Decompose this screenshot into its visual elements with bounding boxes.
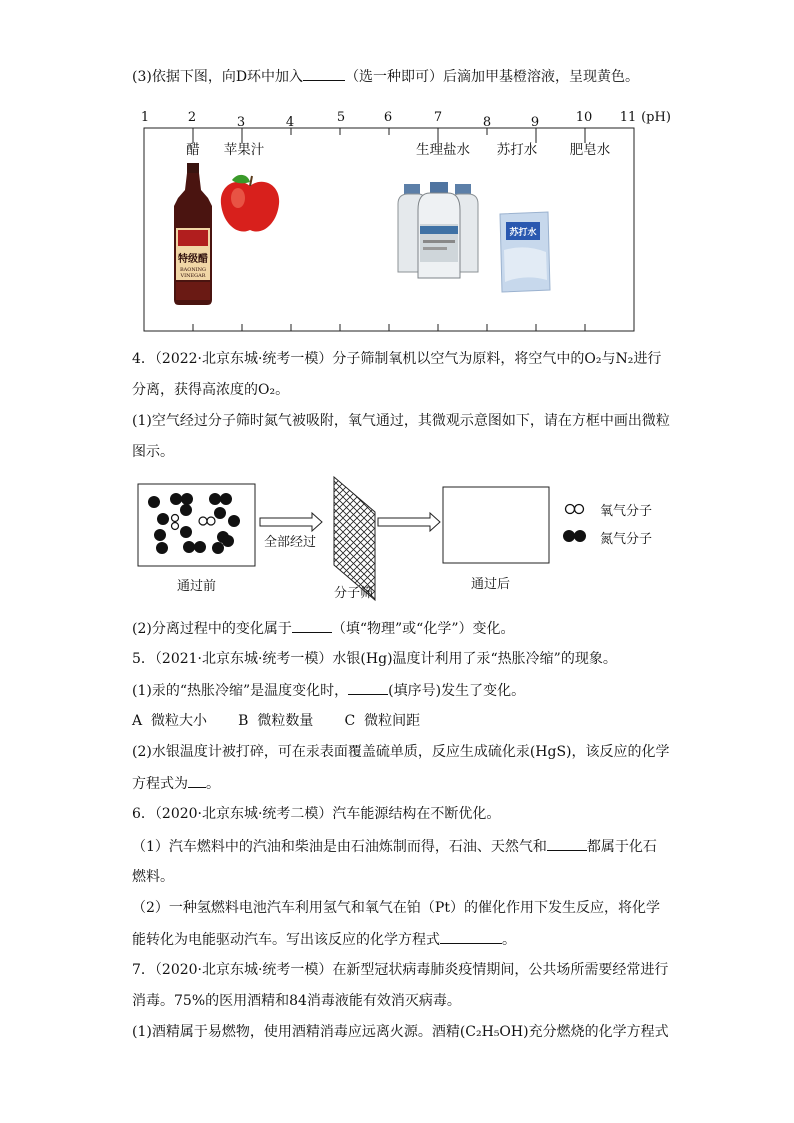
ph-tick-label: 3 (236, 115, 246, 130)
sieve-diagram (0, 470, 794, 610)
q6-line-2 (132, 836, 657, 857)
q6-text: 能转化为电能驱动汽车。写出该反应的化学方程式 (132, 932, 440, 948)
q6-text: （2）一种氢燃料电池汽车利用氢气和氧气在铂（Pt）的催化作用下发生反应，将化学 (132, 900, 660, 916)
q5-text: (填序号)发生了变化。 (388, 683, 526, 699)
q6-line-4 (132, 898, 660, 918)
legend-nitrogen-label: 氮气分子 (600, 532, 653, 547)
arrow-1 (260, 513, 322, 531)
q4-text: 分离，获得高浓度的O₂。 (132, 382, 290, 398)
ph-label-apple-juice: 苹果汁 (223, 142, 265, 158)
q7-text: 消毒。75%的医用酒精和84消毒液能有效消灭病毒。 (132, 993, 461, 1009)
ph-tick-label: 11 (619, 110, 637, 125)
ph-tick-label: 2 (187, 110, 197, 125)
ph-ticks-bottom (193, 324, 585, 331)
ph-chart-frame (144, 128, 634, 331)
ph-chart (0, 0, 794, 340)
saline-bottles-icon (398, 182, 478, 278)
q5-text: 方程式为 (132, 776, 188, 792)
ph-tick-label: 1 (140, 110, 150, 125)
q5-options-text: A 微粒大小 B 微粒数量 C 微粒间距 (132, 713, 421, 729)
q6-line-1 (132, 804, 500, 824)
sieve-label: 分子筛 (334, 586, 374, 601)
vinegar-bottle-icon (174, 163, 212, 305)
ph-tick-label: 7 (433, 110, 443, 125)
ph-tick-label: 8 (482, 115, 492, 130)
q5-text: 。 (206, 776, 220, 792)
soda-label-text: 苏打水 (509, 228, 537, 238)
soda-water-pack-icon (500, 212, 550, 292)
ph-tick-label: 6 (383, 110, 393, 125)
q4-line-2 (132, 380, 289, 400)
q7-line-2 (132, 991, 461, 1011)
q6-text: 都属于化石 (586, 839, 657, 855)
answer-blank[interactable] (348, 680, 388, 695)
ph-tick-label: 10 (575, 110, 593, 125)
q5-line-4 (132, 773, 220, 794)
q5-options (132, 711, 420, 731)
ph-label-saline: 生理盐水 (416, 142, 470, 158)
q6-text: 。 (502, 932, 516, 948)
q5-line-1 (132, 649, 617, 669)
apple-icon (221, 175, 279, 232)
answer-blank[interactable] (292, 618, 332, 633)
q4-text: (1)空气经过分子筛时氮气被吸附，氧气通过，其微观示意图如下，请在方框中画出微粒 (132, 413, 670, 429)
q4-text: 4．（2022·北京东城·统考一模）分子筛制氧机以空气为原料，将空气中的O₂与N₂进行 (132, 351, 662, 367)
arrow-2 (378, 513, 440, 531)
legend-oxygen-label: 氧气分子 (600, 504, 653, 519)
q5-text: 5．（2021·北京东城·统考一模）水银(Hg)温度计利用了汞“热胀冷缩”的现象。 (132, 651, 617, 667)
q6-text: 6．（2020·北京东城·统考二模）汽车能源结构在不断优化。 (132, 806, 501, 822)
ph-tick-label: 9 (530, 115, 540, 130)
ph-label-soap-water: 肥皂水 (569, 142, 611, 158)
svg-text:BAONING: BAONING (179, 267, 207, 273)
vinegar-label-text: 特级醋 (178, 254, 208, 265)
ph-label-soda-water: 苏打水 (496, 142, 538, 158)
q3-text-2: （选一种即可）后滴加甲基橙溶液，呈现黄色。 (345, 69, 640, 85)
legend-oxygen-icon (566, 505, 584, 514)
answer-blank[interactable] (547, 836, 587, 851)
q3-text: (3)依据下图，向D环中加入 (132, 69, 304, 85)
legend-nitrogen-icon (563, 530, 586, 542)
ph-tick-label: 5 (336, 110, 346, 125)
ph-unit-label: (pH) (641, 110, 671, 125)
svg-text:VINEGAR: VINEGAR (180, 273, 206, 279)
q7-line-1 (132, 960, 668, 980)
q4-line-4 (132, 442, 174, 462)
q6-text: （1）汽车燃料中的汽油和柴油是由石油炼制而得，石油、天然气和 (132, 839, 547, 855)
q7-text: 7．（2020·北京东城·统考一模）在新型冠状病毒肺炎疫情期间，公共场所需要经常进行 (132, 962, 669, 978)
q5-text: (2)水银温度计被打碎，可在汞表面覆盖硫单质，反应生成硫化汞(HgS)，该反应的化学 (132, 744, 670, 760)
q6-text: 燃料。 (132, 869, 174, 885)
q5-line-3 (132, 742, 670, 762)
ph-ticks-top (193, 128, 585, 135)
q7-text: (1)酒精属于易燃物，使用酒精消毒应远离火源。酒精(C₂H₅OH)充分燃烧的化学方程式 (132, 1024, 669, 1040)
q6-line-5 (132, 929, 516, 950)
q4-text: 图示。 (132, 444, 174, 460)
answer-blank[interactable] (188, 773, 206, 788)
before-label: 通过前 (177, 579, 217, 594)
answer-blank[interactable] (440, 929, 502, 944)
arrow-label: 全部经过 (264, 535, 317, 550)
q4-text: （填“物理”或“化学”）变化。 (331, 621, 515, 637)
q4-line-3 (132, 411, 670, 431)
q7-line-3 (132, 1022, 669, 1042)
q6-line-3 (132, 867, 174, 887)
q5-line-2 (132, 680, 525, 701)
after-label: 通过后 (471, 577, 511, 592)
q4-part2 (132, 618, 514, 639)
ph-tick-label: 4 (285, 115, 295, 130)
q4-line-1 (132, 349, 661, 369)
after-box (443, 487, 549, 563)
q5-text: (1)汞的“热胀冷缩”是温度变化时， (132, 683, 349, 699)
ph-label-vinegar: 醋 (186, 142, 200, 158)
q4-text: (2)分离过程中的变化属于 (132, 621, 292, 637)
